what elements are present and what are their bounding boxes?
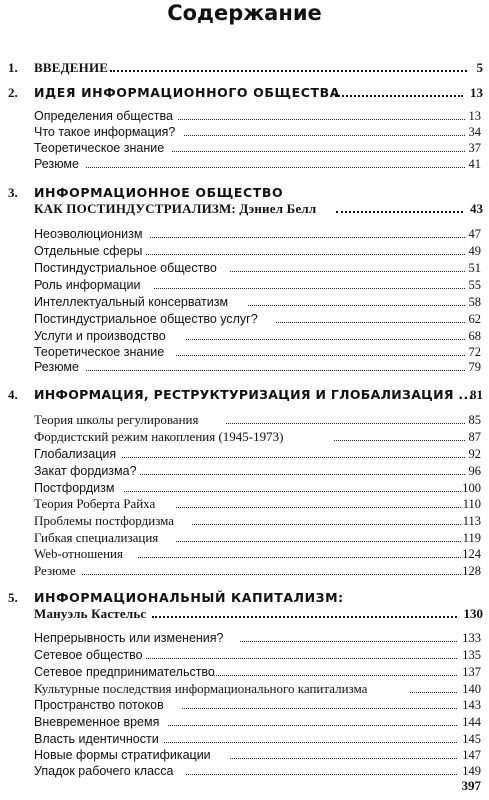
dot-leader: [138, 557, 461, 558]
section-title: Определения общества: [34, 109, 173, 123]
section-title: Теория Роберта Райха: [34, 496, 156, 511]
dot-leader: [122, 457, 465, 458]
section-title: Проблемы постфордизма: [34, 513, 175, 528]
section-title: Теоретическое знание: [34, 141, 165, 155]
section-title: Интеллектуальный консерватизм: [34, 295, 229, 309]
dot-leader: [176, 355, 465, 356]
chapter-title: ИНФОРМАЦИОННОЕ ОБЩЕСТВО: [34, 185, 284, 200]
section-title: Роль информации: [34, 278, 141, 292]
section-page: 58: [468, 295, 481, 309]
section-title: Глобализация: [34, 447, 117, 461]
dot-leader: [86, 370, 465, 371]
chapter-title: ИНФОРМАЦИОНАЛЬНЫЙ КАПИТАЛИЗМ:: [34, 590, 344, 605]
section-page: 51: [468, 261, 481, 275]
chapter-number: 4.: [8, 387, 18, 402]
dot-leader: [184, 135, 465, 136]
section-page: 87: [468, 430, 481, 444]
section-page: 72: [468, 345, 481, 359]
section-page: 128: [462, 564, 481, 578]
section-page: 145: [462, 732, 481, 746]
dot-leader: [176, 507, 461, 508]
section-page: 55: [468, 278, 481, 292]
section-title: Сетевое общество: [34, 648, 143, 662]
dot-leader: [182, 708, 457, 709]
section-title: Пространство потоков: [34, 698, 164, 712]
section-page: 85: [468, 413, 481, 427]
section-title: Власть идентичности: [34, 732, 159, 746]
section-page: 124: [462, 547, 481, 561]
section-title: Резюме: [34, 360, 79, 374]
chapter-number: 5.: [8, 590, 18, 605]
chapter-title-line2: КАК ПОСТИНДУСТРИАЛИЗМ: Дэниел Белл: [34, 201, 317, 216]
section-page: 92: [468, 447, 481, 461]
section-page: 143: [462, 698, 481, 712]
section-title: Гибкая специализация: [34, 530, 159, 545]
chapter-page: 13: [470, 85, 483, 100]
dot-leader: [86, 167, 465, 168]
dot-leader: [248, 305, 465, 306]
chapter-title: ИДЕЯ ИНФОРМАЦИОННОГО ОБЩЕСТВА: [34, 85, 341, 100]
dot-leader: [146, 254, 465, 255]
dot-leader: [230, 271, 465, 272]
chapter-number: 1.: [8, 60, 18, 75]
dot-leader: [152, 616, 457, 618]
section-title: Культурные последствия информационального капитализма: [34, 681, 368, 696]
section-page: 119: [462, 531, 481, 545]
section-title: Непрерывность или изменения?: [34, 631, 224, 645]
dot-leader: [226, 423, 465, 424]
section-title: Постиндустриальное общество: [34, 261, 217, 275]
dot-leader: [192, 524, 461, 525]
chapter-title-line2: Мануэль Кастельс: [34, 606, 147, 621]
dot-leader: [335, 95, 463, 97]
dot-leader: [150, 237, 465, 238]
section-title: Резюме: [34, 157, 79, 171]
dot-leader: [178, 119, 465, 120]
section-title: Закат фордизма?: [34, 464, 137, 478]
section-page: 144: [462, 715, 481, 729]
dot-leader: [168, 725, 457, 726]
dot-leader: [172, 151, 465, 152]
dot-leader: [186, 339, 465, 340]
section-page: 137: [462, 665, 481, 679]
chapter-number: 3.: [8, 185, 18, 200]
section-title: Что такое информация?: [34, 125, 176, 139]
section-title: Неоэволюционизм: [34, 227, 143, 241]
section-page: 110: [462, 497, 481, 511]
section-page: 37: [468, 141, 481, 155]
chapter-page: 130: [463, 606, 483, 621]
chapter-title: ИНФОРМАЦИЯ, РЕСТРУКТУРИЗАЦИЯ И ГЛОБАЛИЗАЦИЯ ...: [34, 387, 474, 402]
section-page: 135: [462, 648, 481, 662]
page-number: 397: [461, 778, 481, 793]
section-title: Упадок рабочего класса: [34, 764, 174, 778]
section-title: Теоретическое знание: [34, 345, 165, 359]
dot-leader: [154, 288, 465, 289]
dot-leader: [410, 692, 457, 693]
section-title: Новые формы стратификации: [34, 748, 211, 762]
chapter-title: ВВЕДЕНИЕ: [34, 60, 109, 75]
section-title: Сетевое предпринимательство: [34, 665, 215, 679]
section-title: Теория школы регулирования: [34, 412, 199, 427]
dot-leader: [164, 742, 457, 743]
section-page: 113: [462, 514, 481, 528]
section-page: 140: [462, 682, 481, 696]
chapter-page: 5: [476, 60, 483, 75]
page-title: Содержание: [167, 1, 322, 25]
dot-leader: [240, 641, 457, 642]
section-page: 41: [468, 157, 481, 171]
dot-leader: [124, 491, 461, 492]
dot-leader: [140, 474, 465, 475]
section-page: 96: [468, 464, 481, 478]
section-page: 68: [468, 329, 481, 343]
section-title: Отдельные сферы: [34, 244, 143, 258]
section-page: 49: [468, 244, 481, 258]
section-page: 147: [462, 748, 481, 762]
section-title: Фордистский режим накопления (1945-1973): [34, 429, 284, 444]
section-title: Web-отношения: [34, 546, 123, 561]
section-page: 100: [462, 481, 481, 495]
section-page: 149: [462, 764, 481, 778]
chapter-page: 81: [470, 387, 483, 402]
section-page: 47: [468, 227, 481, 241]
dot-leader: [334, 440, 465, 441]
section-title: Резюме: [34, 563, 76, 578]
dot-leader: [176, 541, 461, 542]
dot-leader: [110, 70, 467, 72]
dot-leader: [336, 211, 463, 213]
section-title: Услуги и производство: [34, 329, 166, 343]
section-page: 34: [468, 125, 481, 139]
section-page: 79: [468, 360, 481, 374]
section-title: Вневременное время: [34, 715, 160, 729]
dot-leader: [82, 574, 461, 575]
section-page: 62: [468, 312, 481, 326]
section-page: 13: [468, 109, 481, 123]
section-title: Постиндустриальное общество услуг?: [34, 312, 258, 326]
section-page: 133: [462, 631, 481, 645]
dot-leader: [186, 774, 457, 775]
dot-leader: [230, 758, 457, 759]
chapter-number: 2.: [8, 85, 18, 100]
dot-leader: [146, 658, 457, 659]
section-title: Постфордизм: [34, 481, 115, 495]
dot-leader: [276, 322, 465, 323]
chapter-page: 43: [470, 201, 483, 216]
dot-leader: [210, 675, 457, 676]
